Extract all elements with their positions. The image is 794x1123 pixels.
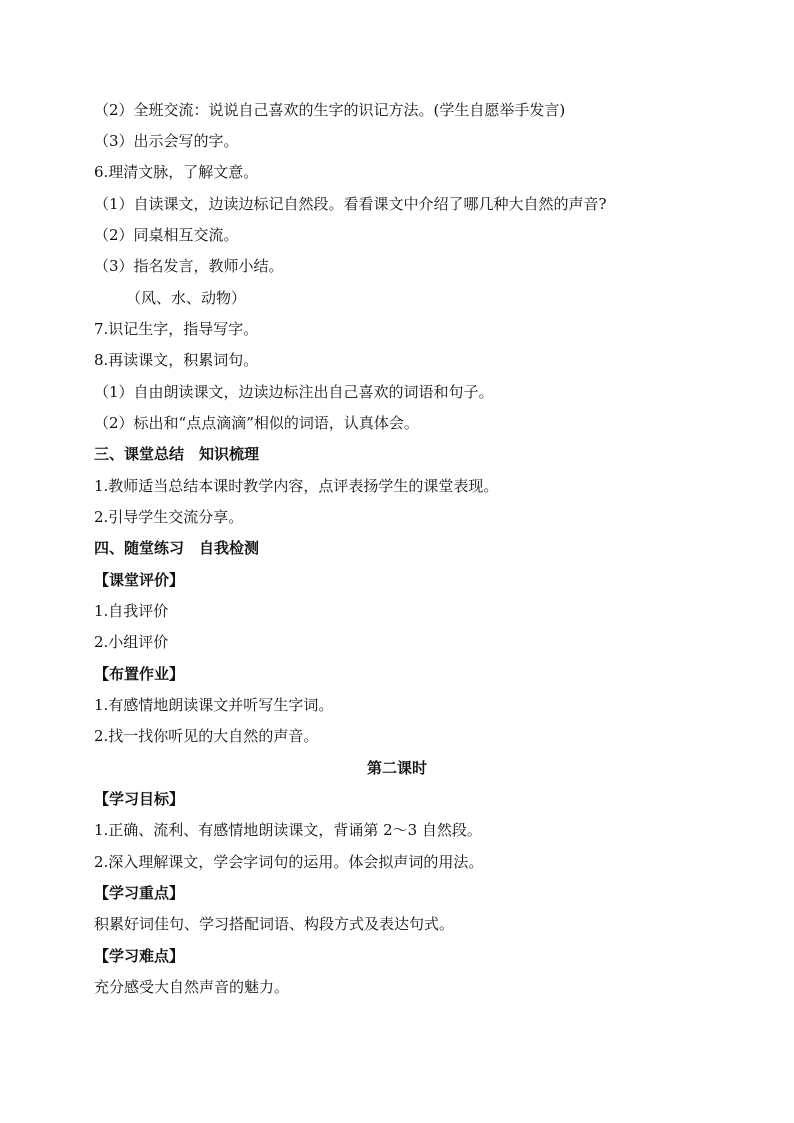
- lesson-title: 第二课时: [366, 759, 427, 777]
- text-line: （1）自读课文，边读边标记自然段。看看课文中介绍了哪几种大自然的声音?: [94, 195, 607, 213]
- text-line: 8.再读课文，积累词句。: [94, 351, 259, 369]
- subsection-heading: 【课堂评价】: [94, 571, 185, 589]
- subsection-heading: 【学习目标】: [94, 790, 185, 808]
- text-line: 1.自我评价: [94, 602, 169, 620]
- text-line: （2）标出和“点点滴滴”相似的词语，认真体会。: [94, 414, 419, 432]
- text-line: 1.有感情地朗读课文并听写生字词。: [94, 696, 334, 714]
- subsection-heading: 【学习重点】: [94, 884, 185, 902]
- text-line: 7.识记生字，指导写字。: [94, 320, 259, 338]
- text-line: 6.理清文脉，了解文意。: [94, 163, 259, 181]
- text-line: 充分感受大自然声音的魅力。: [94, 978, 290, 996]
- text-line: （风、水、动物）: [126, 289, 247, 307]
- text-line: （2）同桌相互交流。: [94, 226, 239, 244]
- text-line: 2.引导学生交流分享。: [94, 508, 244, 526]
- section-heading: 三、课堂总结 知识梳理: [94, 445, 260, 463]
- text-line: （3）指名发言，教师小结。: [94, 257, 284, 275]
- subsection-heading: 【学习难点】: [94, 947, 185, 965]
- text-line: 1.正确、流利、有感情地朗读课文，背诵第 2～3 自然段。: [94, 821, 482, 839]
- text-line: 2.深入理解课文，学会字词句的运用。体会拟声词的用法。: [94, 853, 484, 871]
- section-heading: 四、随堂练习 自我检测: [94, 539, 260, 557]
- text-line: 2.找一找你听见的大自然的声音。: [94, 727, 319, 745]
- text-line: （2）全班交流：说说自己喜欢的生字的识记方法。(学生自愿举手发言): [94, 101, 566, 119]
- text-line: 1.教师适当总结本课时教学内容，点评表扬学生的课堂表现。: [94, 477, 499, 495]
- subsection-heading: 【布置作业】: [94, 665, 185, 683]
- text-line: 2.小组评价: [94, 633, 169, 651]
- text-line: （1）自由朗读课文，边读边标注出自己喜欢的词语和句子。: [94, 383, 494, 401]
- text-line: （3）出示会写的字。: [94, 132, 239, 150]
- text-line: 积累好词佳句、学习搭配词语、构段方式及表达句式。: [94, 915, 455, 933]
